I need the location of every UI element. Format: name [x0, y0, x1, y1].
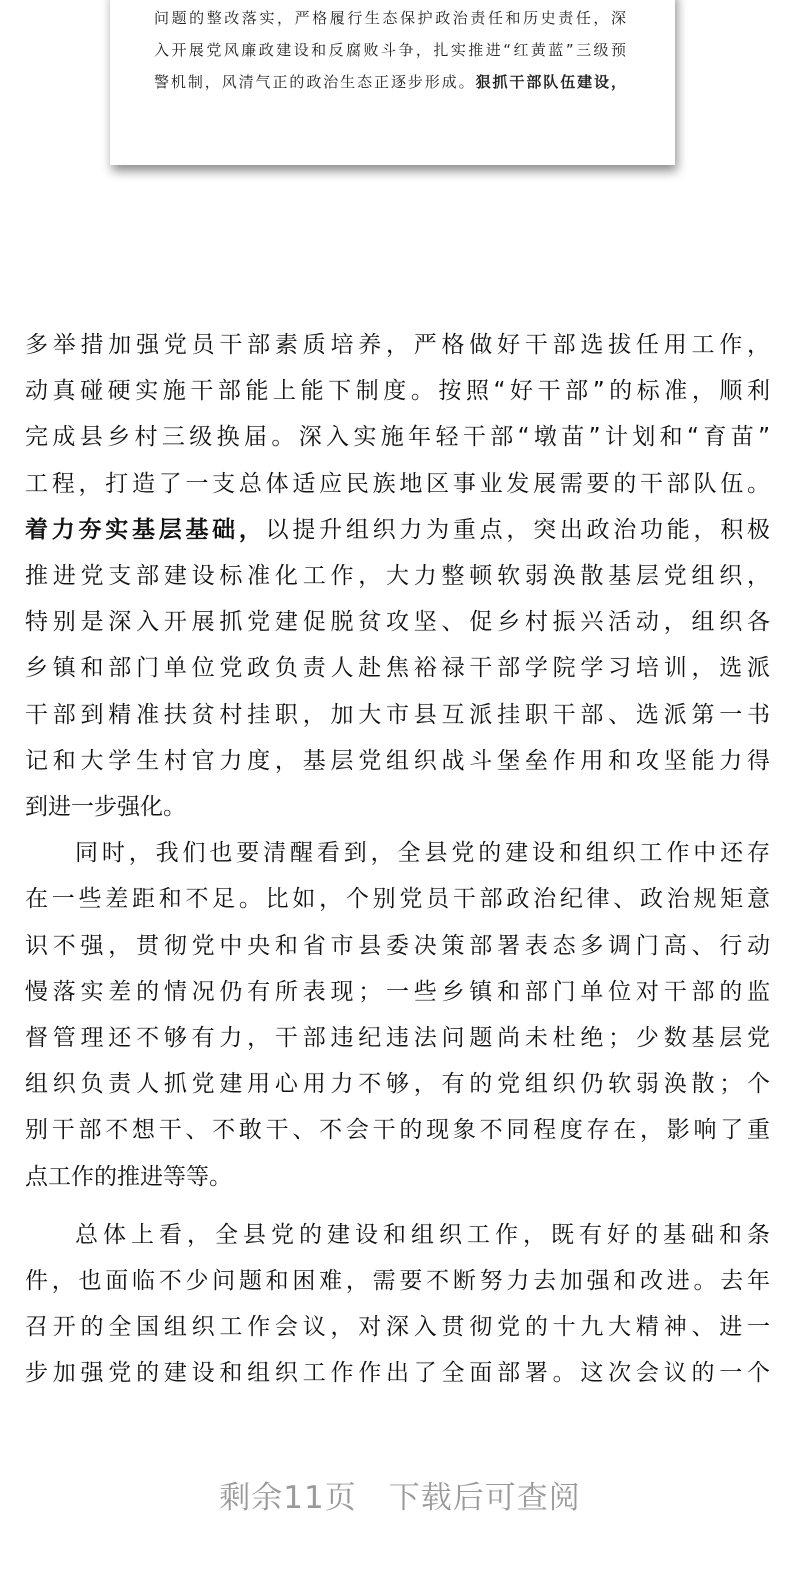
text-line: [25, 884, 770, 914]
text-segment: 到进一步强化。: [25, 794, 186, 820]
text-segment: 识不强，贯彻党中央和省市县委决策部署表态多调门高、行动: [25, 932, 770, 959]
text-segment: 问题的整改落实，严格履行生态保护政治责任和历史责任，深: [154, 9, 626, 27]
bold-heading-text: 狠抓干部队伍建设，: [475, 73, 626, 91]
text-line: [154, 72, 626, 92]
text-segment: 总体上看，全县党的建设和组织工作，既有好的基础和条: [75, 1221, 770, 1248]
text-line: [25, 330, 770, 360]
text-segment: 督管理还不够有力，干部违纪违法问题尚未杜绝；少数基层党: [25, 1025, 770, 1051]
text-segment: 特别是深入开展抓党建促脱贫攻坚、促乡村振兴活动，组织各: [25, 609, 770, 636]
text-segment: 以提升组织力为重点，突出政治功能，积极: [265, 516, 771, 543]
previous-page-card: [110, 0, 675, 165]
text-segment: 同时，我们也要清醒看到，全县党的建设和组织工作中还存: [75, 840, 770, 867]
text-segment: 入开展党风廉政建设和反腐败斗争，扎实推进“红黄蓝”三级预: [154, 41, 626, 59]
text-line: [25, 977, 770, 1007]
text-line: [25, 1069, 770, 1099]
bold-heading-text: 着力夯实基层基础，: [25, 516, 266, 543]
text-segment: 件，也面临不少问题和困难，需要不断努力去加强和改进。去年: [25, 1268, 770, 1294]
text-line: [25, 1023, 770, 1053]
text-line: [25, 792, 770, 822]
text-line: [25, 1162, 770, 1192]
text-segment: 完成县乡村三级换届。深入实施年轻干部“墩苗”计划和“育苗”: [25, 424, 770, 451]
text-segment: 干部到精准扶贫村挂职，加大市县互派挂职干部、选派第一书: [25, 701, 770, 728]
text-line: [25, 515, 770, 545]
text-line: [25, 607, 770, 637]
text-line: [25, 1312, 770, 1342]
text-line: [25, 469, 770, 499]
text-segment: 组织负责人抓党建用心用力不够，有的党组织仍软弱涣散；个: [25, 1071, 770, 1098]
text-segment: 乡镇和部门单位党政负责人赴焦裕禄干部学院学习培训，选派: [25, 655, 770, 682]
text-segment: 多举措加强党员干部素质培养，严格做好干部选拔任用工作，: [25, 332, 770, 358]
text-segment: 记和大学生村官力度，基层党组织战斗堡垒作用和攻坚能力得: [25, 747, 770, 774]
text-line: [154, 40, 626, 60]
text-line: [25, 1220, 770, 1250]
text-line: [25, 561, 770, 591]
text-segment: 工程，打造了一支总体适应民族地区事业发展需要的干部队伍。: [25, 470, 770, 497]
text-line: [25, 653, 770, 683]
text-segment: 在一些差距和不足。比如，个别党员干部政治纪律、政治规矩意: [25, 886, 770, 913]
text-segment: 召开的全国组织工作会议，对深入贯彻党的十九大精神、进一: [25, 1314, 770, 1341]
text-line: [154, 8, 626, 28]
text-segment: 步加强党的建设和组织工作作出了全面部署。这次会议的一个: [25, 1360, 770, 1387]
text-line: [25, 1115, 770, 1145]
text-line: [25, 931, 770, 961]
text-line: [25, 1266, 770, 1296]
text-line: [25, 838, 770, 868]
text-line: [25, 1358, 770, 1388]
text-segment: 警机制，风清气正的政治生态正逐步形成。: [154, 73, 476, 91]
text-line: [25, 376, 770, 406]
text-segment: 点工作的推进等等。: [25, 1163, 232, 1190]
text-line: [25, 422, 770, 452]
text-segment: 慢落实差的情况仍有所表现；一些乡镇和部门单位对干部的监: [25, 978, 770, 1005]
text-line: [25, 700, 770, 730]
text-segment: 别干部不想干、不敢干、不会干的现象不同程度存在，影响了重: [25, 1117, 770, 1144]
text-segment: 推进党支部建设标准化工作，大力整顿软弱涣散基层党组织，: [25, 563, 770, 589]
remaining-pages-prompt[interactable]: 剩余11页 下载后可查阅: [219, 1480, 581, 1516]
text-line: [25, 746, 770, 776]
text-segment: 动真碰硬实施干部能上能下制度。按照“好干部”的标准，顺利: [25, 378, 770, 405]
